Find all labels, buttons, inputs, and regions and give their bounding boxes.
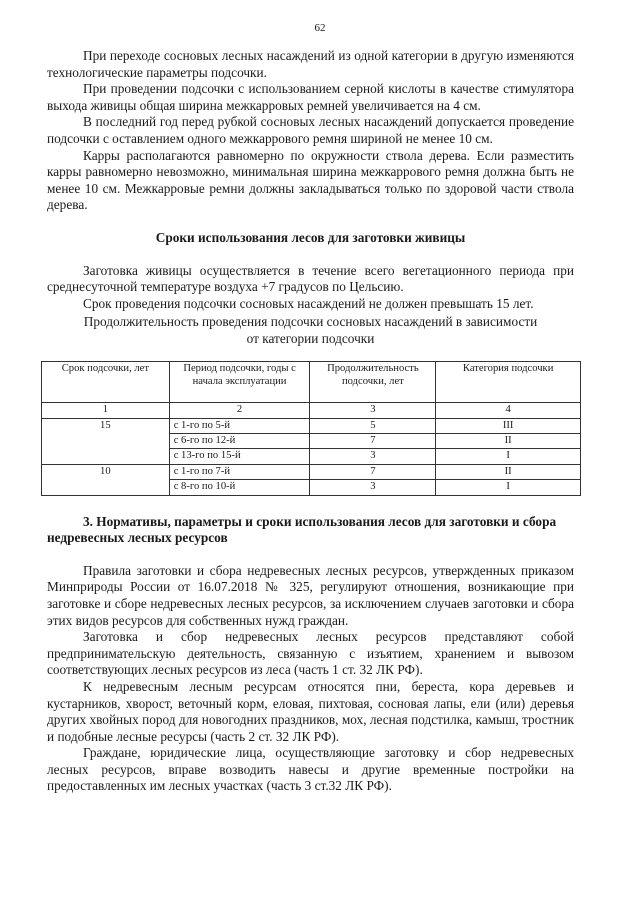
table-cell: 5 xyxy=(310,418,436,433)
table-row xyxy=(42,418,581,433)
table-cell: II xyxy=(436,433,581,448)
document-body xyxy=(47,48,574,795)
table-cell: 2 xyxy=(169,403,310,418)
table-cell: I xyxy=(436,480,581,495)
table-column-numbers-row xyxy=(42,403,581,418)
table-row xyxy=(42,464,581,479)
table-cell-term: 15 xyxy=(42,418,170,464)
paragraph: В последний год перед рубкой сосновых лесных насаждений допускается проведение подсочки с оставлением одного межкаррового ремня шириной не менее 10 см. xyxy=(47,114,574,146)
paragraph: Правила заготовки и сбора недревесных лесных ресурсов, утвержденных приказом Минприроды России от 16.07.2018 № 325, регулируют отношения, возникающие при заготовке и сборе недревесных лесных ресурсов, за исключением случаев заготовки и сбора этих видов ресурсов для собственных нужд граждан. xyxy=(47,562,574,628)
section-heading-terms: Сроки использования лесов для заготовки живицы xyxy=(155,229,466,245)
tapping-duration-table xyxy=(41,361,581,495)
paragraph: Граждане, юридические лица, осуществляющие заготовку и сбор недревесных лесных ресурсов, вправе возводить навесы и другие временные постройки на предоставленных им лесных участках (часть 3 ст.32 ЛК РФ). xyxy=(47,745,574,794)
table-cell: с 13-го по 15-й xyxy=(169,449,310,464)
table-header-row xyxy=(42,362,581,403)
table-cell: II xyxy=(436,464,581,479)
paragraph: Заготовка и сбор недревесных лесных ресурсов представляют собой предпринимательскую деятельность, связанную с изъятием, хранением и вывозом соответствующих лесных ресурсов из леса (часть 1 ст. 32 ЛК РФ). xyxy=(47,629,574,678)
section-heading-3: 3. Нормативы, параметры и сроки использования лесов для заготовки и сбора недревесных лесных ресурсов xyxy=(47,513,557,546)
table-cell: 3 xyxy=(310,449,436,464)
table-cell: III xyxy=(436,418,581,433)
table-cell: 7 xyxy=(310,464,436,479)
table-cell: 3 xyxy=(310,403,436,418)
paragraph: При переходе сосновых лесных насаждений из одной категории в другую изменяются технологические параметры подсочки. xyxy=(47,48,574,80)
paragraph: Заготовка живицы осуществляется в течение всего вегетационного периода при среднесуточной температуре воздуха +7 градусов по Цельсию. xyxy=(47,262,574,295)
table-caption: Продолжительность проведения подсочки сосновых насаждений в зависимости от категории подсочки xyxy=(83,314,538,346)
paragraph: К недревесным лесным ресурсам относятся пни, береста, кора деревьев и кустарников, хворост, веточный корм, еловая, пихтовая, сосновая лапы, ели (или) деревья других хвойных пород для новогодних праздников, мох, лесная подстилка, камыш, тростник и подобные лесные ресурсы (часть 2 ст. 32 ЛК РФ). xyxy=(47,678,574,744)
table-header-cell: Срок подсочки, лет xyxy=(42,362,170,403)
page-number: 62 xyxy=(314,22,326,34)
table-cell: 7 xyxy=(310,433,436,448)
paragraph: При проведении подсочки с использованием серной кислоты в качестве стимулятора выхода живицы общая ширина межкарровых ремней увеличивается на 4 см. xyxy=(47,81,574,113)
paragraph: Срок проведения подсочки сосновых насаждений не должен превышать 15 лет. xyxy=(83,295,534,311)
table-cell: с 6-го по 12-й xyxy=(169,433,310,448)
table-cell: с 8-го по 10-й xyxy=(169,480,310,495)
table-header-cell: Период подсочки, годы с начала эксплуатации xyxy=(169,362,310,403)
table-cell: с 1-го по 7-й xyxy=(169,464,310,479)
table-cell: I xyxy=(436,449,581,464)
table-cell: 1 xyxy=(42,403,170,418)
table-header-cell: Продолжительность подсочки, лет xyxy=(310,362,436,403)
table-cell: с 1-го по 5-й xyxy=(169,418,310,433)
table-cell: 3 xyxy=(310,480,436,495)
paragraph: Карры располагаются равномерно по окружности ствола дерева. Если разместить карры равномерно невозможно, минимальная ширина межкаррового ремня должна быть не менее 10 см. Межкарровые ремни должны закладываться только по здоровой части ствола дерева. xyxy=(47,147,574,213)
table-header-cell: Категория подсочки xyxy=(436,362,581,403)
table-cell: 4 xyxy=(436,403,581,418)
table-cell-term: 10 xyxy=(42,464,170,495)
